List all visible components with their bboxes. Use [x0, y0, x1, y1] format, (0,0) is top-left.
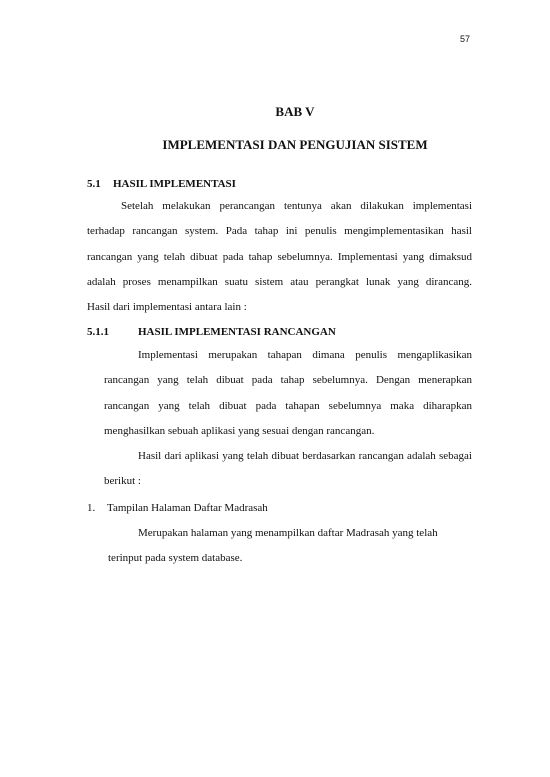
list-item-title-line — [87, 496, 472, 521]
paragraph-line: Merupakan halaman yang menampilkan daftar Madrasah yang telah — [138, 527, 438, 539]
paragraph-line: Setelah melakukan perancangan tentunya akan dilakukan implementasi — [121, 200, 472, 212]
section-5-1-1-paragraph-2 — [104, 444, 472, 495]
page-number: 57 — [459, 34, 470, 44]
paragraph-line: rancangan yang telah dibuat pada tahap sebelumnya. Dengan menerapkan — [104, 374, 472, 387]
section-number: 5.1.1 — [87, 326, 109, 338]
section-title: HASIL IMPLEMENTASI — [113, 178, 236, 190]
paragraph-line: rancangan yang telah dibuat pada tahap sebelumnya. Implementasi yang dimaksud — [87, 250, 472, 263]
list-item-title: Tampilan Halaman Daftar Madrasah — [107, 502, 268, 514]
list-item-description — [108, 521, 472, 572]
list-item — [87, 496, 472, 521]
chapter-title: IMPLEMENTASI DAN PENGUJIAN SISTEM — [162, 137, 428, 152]
list-item-number: 1. — [87, 502, 96, 514]
paragraph-line: terinput pada system database. — [108, 552, 243, 565]
paragraph-line: terhadap rancangan system. Pada tahap ini penulis mengimplementasikan hasil — [87, 225, 472, 238]
section-heading-5-1-1 — [87, 326, 336, 338]
section-number: 5.1 — [87, 178, 101, 190]
paragraph-line: Hasil dari implementasi antara lain : — [87, 301, 247, 314]
paragraph-line: adalah proses menampilkan suatu sistem atau perangkat lunak yang dirancang. — [87, 275, 472, 288]
paragraph-line: rancangan yang telah dibuat pada tahapan sebelumnya maka diharapkan — [104, 399, 472, 412]
paragraph-line: menghasilkan sebuah aplikasi yang sesuai dengan rancangan. — [104, 424, 375, 437]
paragraph-line: berikut : — [104, 475, 141, 488]
paragraph-line: Implementasi merupakan tahapan dimana penulis mengaplikasikan — [138, 349, 472, 361]
section-5-1-paragraph — [87, 194, 472, 320]
section-heading-5-1 — [87, 178, 236, 190]
section-title: HASIL IMPLEMENTASI RANCANGAN — [138, 326, 336, 338]
paragraph-line: Hasil dari aplikasi yang telah dibuat berdasarkan rancangan adalah sebagai — [138, 450, 472, 462]
chapter-label: BAB V — [275, 104, 315, 119]
section-5-1-1-paragraph-1 — [104, 343, 472, 444]
